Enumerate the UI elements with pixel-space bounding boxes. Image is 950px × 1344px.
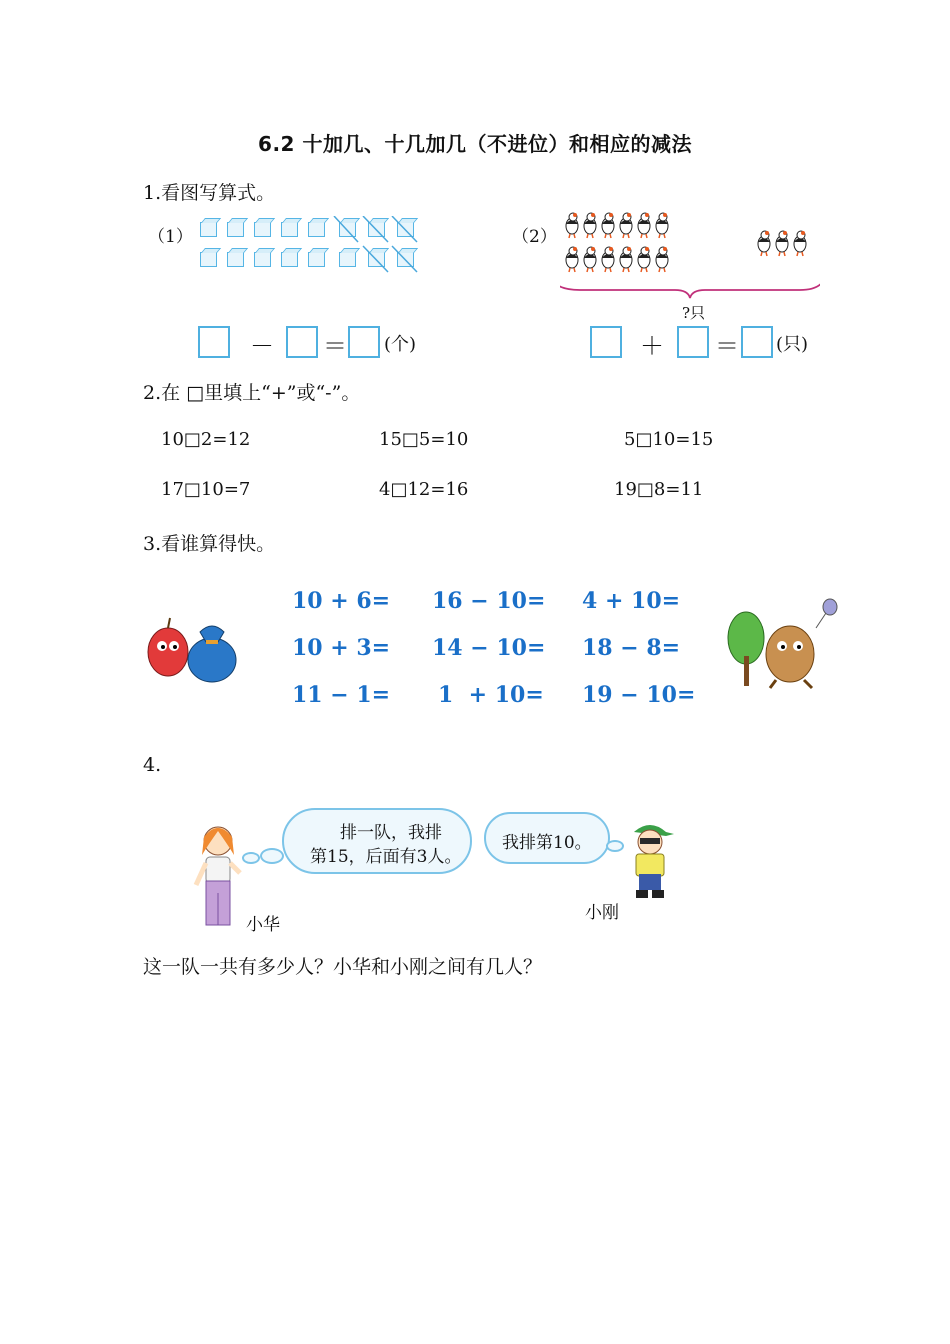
fill-item[interactable]: 19□8=11 (614, 479, 704, 500)
answer-box-2c[interactable] (741, 326, 773, 358)
name-xiaogang: 小刚 (585, 903, 619, 923)
page-title: 6.2 十加几、十几加几（不进位）和相应的减法 (258, 132, 692, 156)
answer-box-2b[interactable] (677, 326, 709, 358)
thought-bubble-dot (242, 852, 260, 864)
brace-label: ?只 (682, 304, 706, 322)
q4-question: 这一队一共有多少人？小华和小刚之间有几人？ (143, 956, 543, 978)
equals-sign: ＝ (715, 332, 739, 360)
answer-box-2a[interactable] (590, 326, 622, 358)
fill-item[interactable]: 5□10=15 (624, 429, 714, 450)
fill-item[interactable]: 10□2=12 (161, 429, 251, 450)
cubes-picture (198, 216, 428, 276)
girl-xiaohua-picture (188, 815, 250, 937)
fill-item[interactable]: 15□5=10 (379, 429, 469, 450)
girl-icon (188, 815, 250, 937)
name-xiaohua: 小华 (246, 915, 280, 935)
equals-sign: ＝ (323, 332, 347, 360)
answer-box-1c[interactable] (348, 326, 380, 358)
fill-item[interactable]: 4□12=16 (379, 479, 469, 500)
q1-heading: 1.看图写算式。 (143, 182, 276, 204)
calc-item: 4 + 10= (582, 588, 681, 614)
q1-part1-label: （1） (148, 227, 193, 247)
thought-bubble-dot (260, 848, 284, 864)
calc-item: 1 + 10= (438, 682, 544, 708)
unit-label: (只) (776, 334, 809, 355)
boy-xiaogang-picture (622, 818, 680, 902)
calc-item: 19 − 10= (582, 682, 696, 708)
calc-item: 16 − 10= (432, 588, 546, 614)
speech-2-text: 我排第10。 (502, 833, 592, 853)
calc-item: 10 + 3= (292, 635, 391, 661)
speech-1-line-2: 第15，后面有3人。 (310, 847, 462, 867)
apple-and-bag-picture (144, 612, 240, 684)
cross-out-marks (198, 216, 428, 276)
calc-item: 14 − 10= (432, 635, 546, 661)
q4-heading: 4. (143, 754, 162, 776)
calc-item: 10 + 6= (292, 588, 391, 614)
calc-item: 18 − 8= (582, 635, 681, 661)
potato-with-tree-picture (724, 598, 840, 690)
apple-bag-icon (144, 612, 240, 684)
fill-item[interactable]: 17□10=7 (161, 479, 251, 500)
boy-icon (622, 818, 680, 902)
q1-part2-label: （2） (512, 227, 557, 247)
minus-sign: － (250, 332, 274, 360)
answer-box-1b[interactable] (286, 326, 318, 358)
unit-label: (个) (384, 334, 417, 355)
q2-heading: 2.在 □里填上“+”或“-”。 (143, 382, 361, 404)
plus-sign: ＋ (640, 332, 664, 360)
answer-box-1a[interactable] (198, 326, 230, 358)
calc-item: 11 − 1= (292, 682, 391, 708)
q3-heading: 3.看谁算得快。 (143, 533, 276, 555)
potato-tree-icon (724, 598, 840, 690)
speech-1-line-1: 排一队，我排 (340, 823, 442, 843)
